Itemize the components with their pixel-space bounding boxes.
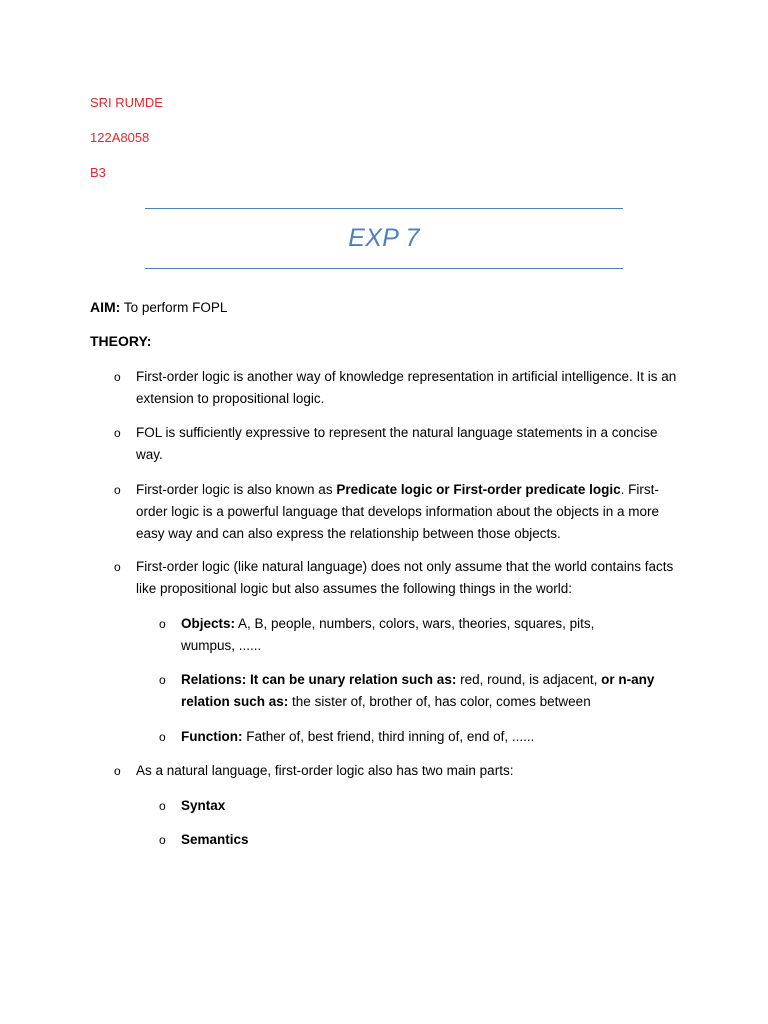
body-text: the sister of, brother of, has color, comes between	[288, 694, 591, 709]
sub-bullet-semantics	[181, 829, 661, 851]
bold-text: Relations: It can be unary relation such as:	[181, 672, 457, 687]
body-text: First-order logic is also known as	[136, 482, 337, 497]
sub-bullet-marker: o	[159, 617, 166, 631]
bullet-marker: o	[114, 370, 121, 384]
sub-bullet-relations	[181, 669, 661, 713]
title-rule-bottom	[145, 268, 623, 269]
experiment-title: EXP 7	[348, 224, 420, 252]
bullet-marker: o	[114, 483, 121, 497]
batch-label: B3	[90, 165, 106, 180]
bold-text: or n-any relation such as:	[181, 672, 655, 709]
body-text: First-order logic is another way of knowledge representation in artificial intelligence. It is an extension to propositional logic.	[136, 369, 677, 406]
body-text: red, round, is adjacent,	[456, 672, 602, 687]
bullet-marker: o	[114, 560, 121, 574]
sub-bullet-objects	[181, 613, 611, 657]
aim-line	[90, 298, 227, 317]
sub-bullet-marker: o	[159, 799, 166, 813]
bullet-item	[136, 422, 681, 466]
sub-bullet-marker: o	[159, 730, 166, 744]
bold-text: Semantics	[181, 832, 249, 847]
body-text: As a natural language, first-order logic also has two main parts:	[136, 763, 514, 778]
bold-text: Predicate logic or First-order predicate logic	[336, 482, 621, 497]
bold-text: Objects:	[181, 616, 236, 631]
bullet-item	[136, 366, 681, 410]
bullet-marker: o	[114, 764, 121, 778]
title-rule-top	[145, 208, 623, 209]
bullet-marker: o	[114, 426, 121, 440]
theory-heading	[90, 332, 151, 351]
student-name: SRI RUMDE	[90, 95, 163, 110]
bold-text: Function:	[181, 729, 243, 744]
body-text: FOL is sufficiently expressive to represent the natural language statements in a concise way.	[136, 425, 658, 462]
body-text: . First-order logic is a powerful language that develops information about the objects in a more easy way and can also express the relationship between those objects.	[136, 482, 660, 541]
bullet-item	[136, 760, 681, 782]
aim-text: To perform FOPL	[120, 300, 228, 315]
body-text: Father of, best friend, third inning of, end of, ......	[242, 729, 535, 744]
bullet-item	[136, 556, 681, 600]
theory-label: THEORY:	[90, 333, 152, 349]
roll-number: 122A8058	[90, 130, 150, 145]
body-text: First-order logic (like natural language) does not only assume that the world contains facts like propositional logic but also assumes the following things in the world:	[136, 559, 674, 596]
body-text: A, B, people, numbers, colors, wars, theories, squares, pits, wumpus, ......	[181, 616, 595, 653]
sub-bullet-marker: o	[159, 673, 166, 687]
aim-label: AIM:	[90, 299, 121, 315]
bullet-item	[136, 479, 681, 545]
sub-bullet-syntax	[181, 795, 661, 817]
bold-text: Syntax	[181, 798, 226, 813]
sub-bullet-function	[181, 726, 661, 748]
sub-bullet-marker: o	[159, 833, 166, 847]
